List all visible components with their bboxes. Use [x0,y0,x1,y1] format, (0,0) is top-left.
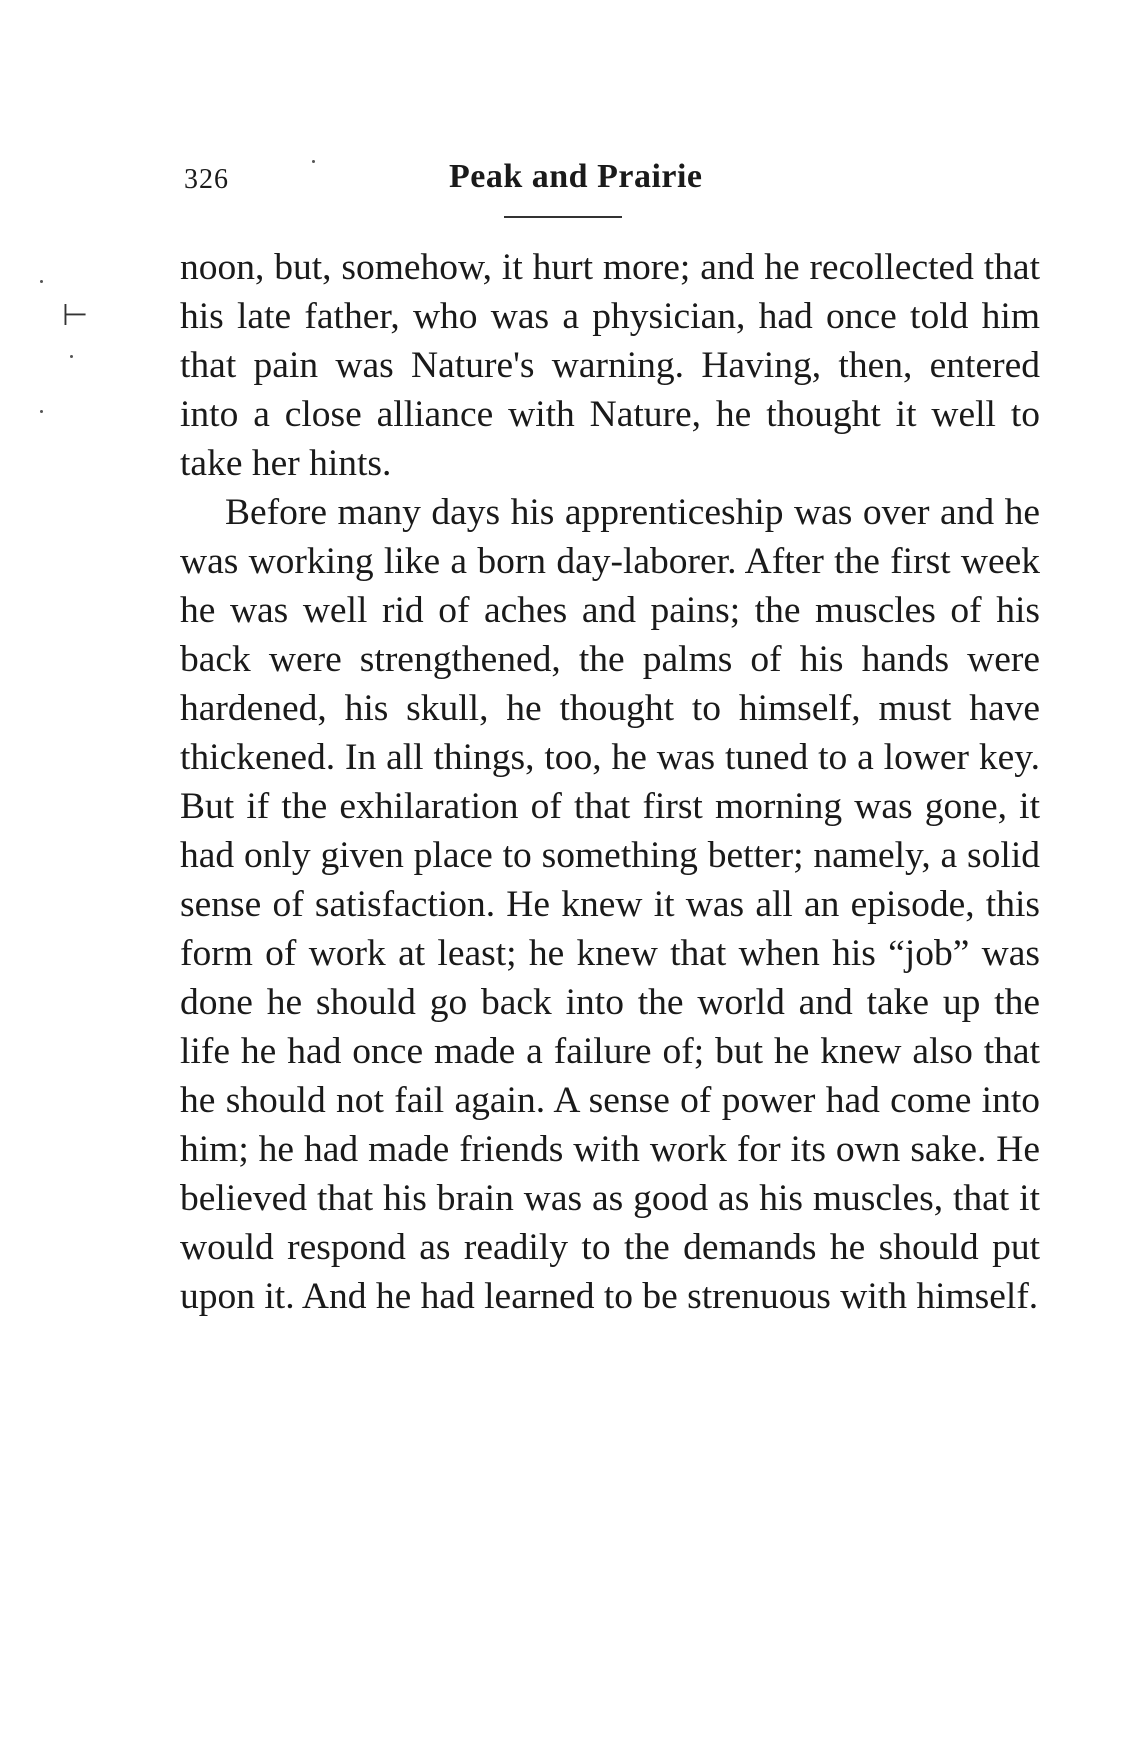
ink-speck [70,355,73,358]
pencil-check-mark-icon: ⊢ [62,298,89,333]
page-body-text [180,243,1040,1321]
running-head [184,158,1039,208]
header-rule [504,216,622,218]
ink-speck [40,410,43,413]
page-number: 326 [184,164,229,195]
ink-speck [312,160,315,163]
ink-speck [40,280,43,283]
running-title: Peak and Prairie [449,158,703,195]
paragraph-1: noon, but, somehow, it hurt more; and he recollected that his late father, who was a physician, had once told him that pain was Nature's warning. Having, then, entered into a close alliance with Nature, he thought it well to take her hints. [180,247,1040,484]
paragraph-2: Before many days his apprenticeship was over and he was working like a born day-laborer. After the first week he was well rid of aches and pains; the muscles of his back were strengthened, the palms of his hands were hardened, his skull, he thought to himself, must have thickened. In all things, too, he was tuned to a lower key. But if the exhilaration of that first morning was gone, it had only given place to something better; namely, a solid sense of satisfaction. He knew it was all an episode, this form of work at least; he knew that when his “job” was done he should go back into the world and take up the life he had once made a failure of; but he knew also that he should not fail again. A sense of power had come into him; he had made friends with work for its own sake. He believed that his brain was as good as his muscles, that it would respond as readily to the demands he should put upon it. And he had learned to be strenuous with himself. [180,492,1040,1317]
